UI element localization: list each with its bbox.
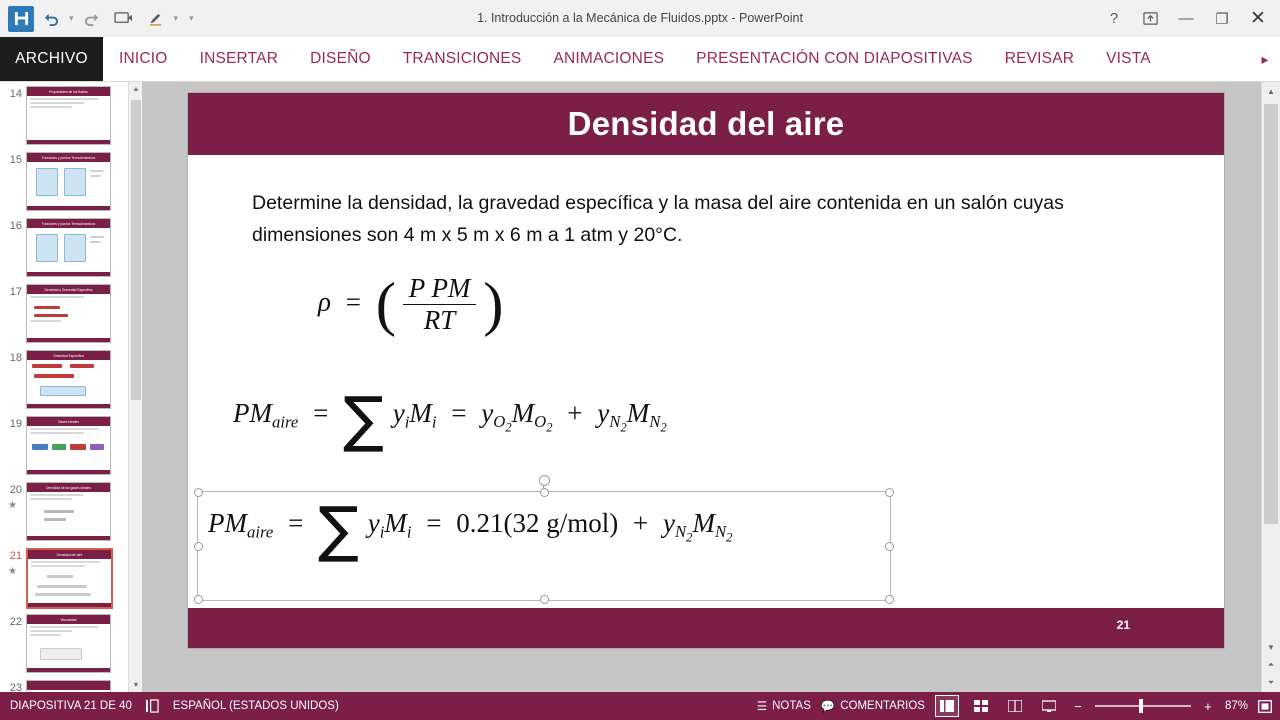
thumbnail-body bbox=[30, 494, 107, 538]
notes-button[interactable] bbox=[757, 699, 811, 713]
thumbnail-title bbox=[27, 681, 110, 690]
resize-handle-middle-right[interactable] bbox=[885, 542, 894, 551]
thumbnail-title: Funciones y puntos Termodinámicos bbox=[27, 153, 110, 162]
slide-scroll-thumb[interactable] bbox=[1264, 104, 1278, 524]
thumbnail-image[interactable] bbox=[26, 350, 111, 409]
thumbnail-image[interactable] bbox=[26, 548, 113, 609]
slide-sorter-view-button[interactable] bbox=[969, 695, 993, 717]
thumbnail-number: 15 bbox=[9, 154, 22, 166]
resize-handle-bottom-left[interactable] bbox=[194, 595, 203, 604]
slide-scroll-up-icon[interactable]: ▲ bbox=[1267, 86, 1275, 96]
language-indicator[interactable]: ESPAÑOL (ESTADOS UNIDOS) bbox=[172, 700, 339, 712]
equation-density[interactable] bbox=[318, 270, 504, 338]
thumbnail-number: 17 bbox=[9, 286, 22, 298]
thumbnail-title: Funciones y puntos Termodinámicos bbox=[27, 219, 110, 228]
fit-slide-icon[interactable] bbox=[1258, 700, 1272, 713]
paren-close: ) bbox=[483, 270, 504, 338]
minimize-button[interactable]: — bbox=[1178, 10, 1194, 27]
undo-dropdown-icon[interactable]: ▾ bbox=[69, 13, 74, 23]
thumbnail-number: 20 bbox=[9, 484, 22, 496]
resize-handle-bottom-center[interactable] bbox=[540, 595, 549, 604]
rotation-handle[interactable] bbox=[539, 475, 550, 486]
slide-edit-area[interactable] bbox=[142, 82, 1262, 692]
thumbnail-image[interactable] bbox=[26, 614, 111, 673]
tab-vista[interactable]: VISTA bbox=[1106, 50, 1151, 67]
slide-title-placeholder[interactable] bbox=[188, 93, 1224, 155]
equation-oxygen-term: 0.21(32 g/mol) bbox=[456, 508, 619, 538]
tab-revisar[interactable]: REVISAR bbox=[1004, 50, 1075, 67]
customize-qat-icon[interactable]: ▾ bbox=[189, 13, 194, 23]
thumbnail-body bbox=[30, 230, 107, 274]
next-slide-icon[interactable]: ⏷ bbox=[1267, 678, 1275, 687]
comment-icon: 💬 bbox=[820, 701, 836, 713]
thumbnail-title: Densidad y Gravedad Específica bbox=[27, 285, 110, 294]
ribbon-overflow-icon[interactable]: ▸ bbox=[1261, 50, 1269, 67]
status-bar bbox=[0, 692, 1280, 720]
tab-animaciones[interactable]: ANIMACIONES bbox=[553, 50, 665, 67]
thumbnail-slide-20[interactable] bbox=[0, 478, 128, 544]
notes-label: NOTAS bbox=[772, 700, 811, 712]
thumbnail-body bbox=[30, 428, 107, 472]
thumbnail-number: 23 bbox=[9, 682, 22, 692]
fraction-p-pm-over-rt bbox=[403, 273, 477, 336]
equation-pm-aire-substituted[interactable]: $PM_{aire}$ = ∑ $y_iM_i = 0.21(32$ $g/mol) + y_{N_2}M_{N_2}$ bbox=[208, 495, 733, 566]
thumbnail-image[interactable] bbox=[26, 284, 111, 343]
slide-number-text: 21 bbox=[1116, 618, 1130, 632]
thumbnail-title: Gases Ideales bbox=[27, 417, 110, 426]
thumbnail-image[interactable] bbox=[26, 416, 111, 475]
slideshow-view-button[interactable] bbox=[1037, 695, 1061, 717]
thumbnail-number: 19 bbox=[9, 418, 22, 430]
thumbnail-scrollbar[interactable] bbox=[128, 82, 143, 692]
paren-open: ( bbox=[375, 270, 396, 338]
thumbnail-image[interactable] bbox=[26, 152, 111, 211]
slide-scrollbar[interactable] bbox=[1261, 82, 1280, 692]
slide-canvas[interactable] bbox=[188, 93, 1224, 648]
thumbnail-body bbox=[30, 164, 107, 208]
thumbnail-image[interactable] bbox=[26, 86, 111, 145]
comments-label: COMENTARIOS bbox=[840, 700, 925, 712]
help-icon[interactable]: ? bbox=[1109, 10, 1119, 27]
ribbon-display-options-icon[interactable] bbox=[1132, 0, 1168, 37]
slide-thumbnail-pane[interactable] bbox=[0, 82, 128, 692]
restore-button[interactable]: ❐ bbox=[1215, 10, 1229, 28]
tab-archivo[interactable]: ARCHIVO bbox=[0, 37, 103, 81]
tab-diseno[interactable]: DISEÑO bbox=[310, 50, 371, 67]
zoom-out-button[interactable]: − bbox=[1074, 698, 1082, 714]
thumbnail-slide-23[interactable] bbox=[0, 676, 128, 692]
accessibility-icon[interactable] bbox=[146, 699, 159, 713]
tab-insertar[interactable]: INSERTAR bbox=[199, 50, 279, 67]
thumbnail-scroll-down-icon[interactable]: ▼ bbox=[129, 678, 143, 692]
resize-handle-top-right[interactable] bbox=[885, 488, 894, 497]
thumbnail-title: Viscosidad bbox=[27, 615, 110, 624]
thumbnail-scroll-thumb[interactable] bbox=[131, 100, 141, 400]
normal-view-button[interactable] bbox=[935, 695, 959, 717]
thumbnail-body bbox=[30, 98, 107, 142]
thumbnail-title: Gravedad Específica bbox=[27, 351, 110, 360]
thumbnail-image[interactable] bbox=[26, 482, 111, 541]
resize-handle-bottom-right[interactable] bbox=[885, 595, 894, 604]
zoom-slider-handle[interactable] bbox=[1139, 699, 1143, 713]
zoom-level-label[interactable]: 87% bbox=[1224, 700, 1248, 712]
equation-rho-symbol: ρ bbox=[318, 286, 331, 317]
thumbnail-number: 18 bbox=[9, 352, 22, 364]
slide-title-text: Densidad del aire bbox=[567, 105, 845, 142]
notes-icon: ☰ bbox=[756, 701, 768, 713]
thumbnail-body bbox=[30, 296, 107, 340]
slide-footer-bar bbox=[188, 608, 1224, 648]
slide-counter[interactable]: DIAPOSITIVA 21 DE 40 bbox=[10, 700, 132, 712]
thumbnail-title: Densidad de los gases ideales bbox=[27, 483, 110, 492]
equation-equals-sign: = bbox=[345, 286, 361, 317]
equation-pm-aire-general[interactable]: $PM_{aire}$ = ∑ $y_iM_i = y_{O_2}M_{O_2} + y_{N_2}M_{N_2}$ bbox=[233, 385, 667, 456]
resize-handle-top-center[interactable] bbox=[540, 488, 549, 497]
resize-handle-top-left[interactable] bbox=[194, 488, 203, 497]
thumbnail-slide-18[interactable] bbox=[0, 346, 128, 412]
thumbnail-animation-star-icon: ★ bbox=[8, 566, 17, 577]
zoom-track-line bbox=[1095, 705, 1191, 707]
zoom-in-button[interactable]: + bbox=[1204, 698, 1212, 714]
tab-transiciones[interactable]: TRANSICIONES bbox=[402, 50, 522, 67]
zoom-slider[interactable] bbox=[1095, 696, 1191, 716]
thumbnail-slide-17[interactable] bbox=[0, 280, 128, 346]
workspace bbox=[0, 82, 1280, 692]
selected-object-frame[interactable] bbox=[197, 491, 891, 601]
thumbnail-slide-15[interactable] bbox=[0, 148, 128, 214]
thumbnail-number: 16 bbox=[9, 220, 22, 232]
thumbnail-slide-14[interactable] bbox=[0, 82, 128, 148]
thumbnail-body bbox=[30, 626, 107, 670]
title-bar bbox=[0, 0, 1280, 38]
thumbnail-body bbox=[30, 362, 107, 406]
thumbnail-number: 14 bbox=[9, 88, 22, 100]
thumbnail-number: 22 bbox=[9, 616, 22, 628]
thumbnail-slide-21[interactable] bbox=[0, 544, 128, 610]
pen-dropdown-icon[interactable]: ▾ bbox=[173, 13, 179, 23]
thumbnail-slide-16[interactable] bbox=[0, 214, 128, 280]
thumbnail-image[interactable] bbox=[26, 680, 111, 692]
thumbnail-slide-22[interactable] bbox=[0, 610, 128, 676]
slide-body-text[interactable]: Determine la densidad, la gravedad específica y la masa del aire contenida en un salón cuyas dimensiones son 4 m x 5 m x 6 m a 1 atm y 20°C. bbox=[252, 192, 1064, 246]
previous-slide-icon[interactable]: ⏶ bbox=[1267, 660, 1275, 669]
slide-scroll-down-icon[interactable]: ▼ bbox=[1267, 642, 1275, 652]
resize-handle-middle-left[interactable] bbox=[194, 542, 203, 551]
ribbon-tabs bbox=[0, 37, 1280, 81]
thumbnail-image[interactable] bbox=[26, 218, 111, 277]
fraction-denominator: RT bbox=[403, 304, 477, 336]
window-title: 1. Introducción a la Mecánica de Fluidos.pptx - PowerPoint bbox=[477, 11, 803, 25]
close-button[interactable]: ✕ bbox=[1250, 8, 1266, 29]
fraction-numerator: P PM bbox=[408, 273, 471, 303]
tab-presentacion-con-diapositivas[interactable]: PRESENTACIÓN CON DIAPOSITIVAS bbox=[696, 50, 973, 67]
window-controls bbox=[1096, 0, 1276, 37]
thumbnail-title: Propiedades de los fluidos bbox=[27, 87, 110, 96]
comments-button[interactable] bbox=[821, 699, 925, 713]
reading-view-button[interactable] bbox=[1003, 695, 1027, 717]
thumbnail-animation-star-icon: ★ bbox=[8, 500, 17, 511]
thumbnail-title: Densidad del aire bbox=[28, 550, 111, 559]
thumbnail-scroll-up-icon[interactable]: ▲ bbox=[129, 82, 143, 96]
thumbnail-number: 21 bbox=[9, 550, 22, 562]
thumbnail-body bbox=[31, 561, 108, 605]
thumbnail-slide-19[interactable] bbox=[0, 412, 128, 478]
tab-inicio[interactable]: INICIO bbox=[119, 50, 168, 67]
